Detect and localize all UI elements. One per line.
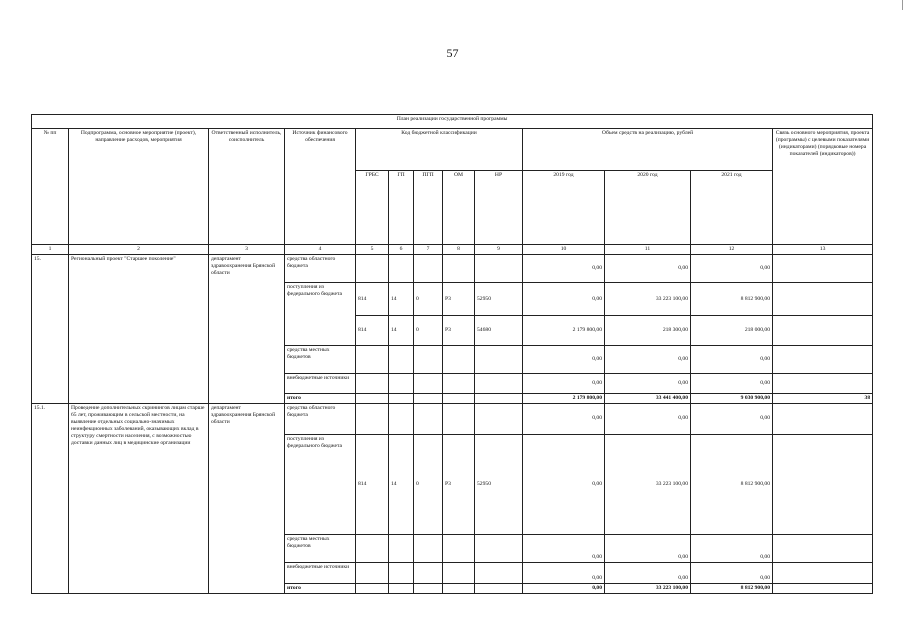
page-number: 57: [446, 46, 459, 60]
cell-gp: [389, 403, 414, 434]
cell-np: [475, 562, 523, 583]
col-number: 13: [773, 245, 873, 255]
col-number: 6: [389, 245, 414, 255]
cell-om: [443, 374, 475, 394]
cell-2021: 0,00: [691, 535, 773, 563]
cell-np: [475, 374, 523, 394]
program-plan-table: [31, 114, 873, 594]
cell-gp: [389, 374, 414, 394]
cell-om: [443, 393, 475, 403]
cell-2021: 9 030 900,00: [691, 393, 773, 403]
header-om: ОМ: [443, 170, 475, 244]
cell-2019: 0,00: [523, 346, 605, 374]
cell-om: [443, 583, 475, 593]
cell-2021: 0,00: [691, 255, 773, 283]
cell-2019: 0,00: [523, 583, 605, 593]
header-volumes: Объем средств на реализацию, рублей: [523, 129, 773, 170]
cell-link: [773, 434, 873, 534]
cell-np: 52950: [475, 434, 523, 534]
cell-2019: 0,00: [523, 374, 605, 394]
col-number: 12: [691, 245, 773, 255]
cell-link: [773, 583, 873, 593]
cell-2020: 33 223 100,00: [605, 434, 691, 534]
header-source: Источник финансового обеспечения: [285, 129, 356, 245]
cell-2021: 0,00: [691, 562, 773, 583]
cell-link: [773, 374, 873, 394]
row-executor: департамент здравоохранения Брянской области: [209, 255, 285, 404]
cell-gp: [389, 535, 414, 563]
header-np: НР: [475, 170, 523, 244]
cell-2021: 8 812 900,00: [691, 434, 773, 534]
header-executor: Ответственный исполнитель, соисполнитель: [209, 129, 285, 245]
row-source: средства областного бюджета: [285, 255, 356, 283]
cell-2021: 8 812 900,00: [691, 583, 773, 593]
header-budget-code: Код бюджетной классификации: [356, 129, 523, 170]
cell-grbs: [356, 583, 389, 593]
cell-om: [443, 403, 475, 434]
cell-gp: 14: [389, 434, 414, 534]
cell-pgp: 0: [414, 283, 443, 316]
col-number: 9: [475, 245, 523, 255]
cell-pgp: [414, 403, 443, 434]
cell-pgp: [414, 393, 443, 403]
cell-link: [773, 403, 873, 434]
cell-pgp: [414, 346, 443, 374]
cell-om: [443, 535, 475, 563]
cell-2020: 0,00: [605, 403, 691, 434]
row-num: 15.1.: [32, 403, 69, 593]
row-source: внебюджетные источники: [285, 374, 356, 394]
cell-np: 52950: [475, 283, 523, 316]
row-executor: департамент здравоохранения Брянской области: [209, 403, 285, 593]
cell-grbs: [356, 535, 389, 563]
header-subprogram: Подпрограмма, основное мероприятие (проект), направление расходов, мероприятия: [69, 129, 209, 245]
header-grbs: ГРБС: [356, 170, 389, 244]
cell-np: 54680: [475, 316, 523, 346]
cell-grbs: [356, 393, 389, 403]
cell-2021: 218 000,00: [691, 316, 773, 346]
cell-2021: 0,00: [691, 374, 773, 394]
cell-grbs: [356, 562, 389, 583]
cell-gp: [389, 255, 414, 283]
header-link: Связь основного мероприятия, проекта (программы) с целевыми показателями (индикаторами) (порядковые номера показателей (индикаторов)): [773, 129, 873, 245]
table-row: [32, 403, 873, 434]
cell-gp: 14: [389, 316, 414, 346]
header-2021: 2021 год: [691, 170, 773, 244]
row-source: внебюджетные источники: [285, 562, 356, 583]
header-2019: 2019 год: [523, 170, 605, 244]
cell-2019: 0,00: [523, 562, 605, 583]
cell-grbs: [356, 346, 389, 374]
cell-2019: 2 179 800,00: [523, 316, 605, 346]
cell-pgp: [414, 374, 443, 394]
cell-pgp: 0: [414, 316, 443, 346]
cell-link: [773, 255, 873, 283]
cell-grbs: [356, 255, 389, 283]
cell-pgp: [414, 535, 443, 563]
corner-mark: [902, 0, 903, 10]
cell-2020: 33 223 100,00: [605, 283, 691, 316]
row-source: итого: [285, 393, 356, 403]
cell-np: [475, 403, 523, 434]
cell-pgp: [414, 562, 443, 583]
col-number: 3: [209, 245, 285, 255]
cell-2019: 0,00: [523, 283, 605, 316]
cell-grbs: 814: [356, 434, 389, 534]
cell-link: [773, 535, 873, 563]
cell-om: P3: [443, 283, 475, 316]
cell-2019: 2 179 800,00: [523, 393, 605, 403]
cell-2020: 0,00: [605, 346, 691, 374]
row-source: поступления из федерального бюджета: [285, 434, 356, 534]
cell-np: [475, 535, 523, 563]
col-number: 1: [32, 245, 69, 255]
row-name: Региональный проект "Старшее поколение": [69, 255, 209, 404]
cell-link: [773, 346, 873, 374]
header-gp: ГП: [389, 170, 414, 244]
cell-2020: 33 223 100,00: [605, 583, 691, 593]
table-row: [32, 255, 873, 283]
cell-link: 38: [773, 393, 873, 403]
cell-link: [773, 562, 873, 583]
cell-grbs: 814: [356, 316, 389, 346]
cell-2021: 8 812 900,00: [691, 283, 773, 316]
cell-grbs: 814: [356, 283, 389, 316]
cell-2020: 33 441 400,00: [605, 393, 691, 403]
row-num: 15.: [32, 255, 69, 404]
cell-2020: 0,00: [605, 535, 691, 563]
cell-om: [443, 255, 475, 283]
row-source: средства местных бюджетов: [285, 346, 356, 374]
row-name: Проведение дополнительных скринингов лицам старше 65 лет, проживающим в сельской местности, на выявление отдельных социально-значимых неинфекционных заболеваний, оказывающих вклад в структуру смертности населения, с возможностью доставки данных лиц в медицинские организации: [69, 403, 209, 593]
cell-2020: 0,00: [605, 562, 691, 583]
col-number: 5: [356, 245, 389, 255]
col-number: 7: [414, 245, 443, 255]
table-title: План реализации государственной программы: [32, 115, 873, 129]
cell-2019: 0,00: [523, 255, 605, 283]
cell-gp: 14: [389, 283, 414, 316]
row-source: итого: [285, 583, 356, 593]
cell-2020: 0,00: [605, 374, 691, 394]
cell-2021: 0,00: [691, 346, 773, 374]
cell-gp: [389, 562, 414, 583]
cell-om: [443, 346, 475, 374]
cell-grbs: [356, 374, 389, 394]
col-number: 8: [443, 245, 475, 255]
header-pgp: ПГП: [414, 170, 443, 244]
cell-pgp: [414, 583, 443, 593]
cell-2020: 218 300,00: [605, 316, 691, 346]
cell-om: [443, 562, 475, 583]
cell-2019: 0,00: [523, 403, 605, 434]
cell-2019: 0,00: [523, 535, 605, 563]
cell-gp: [389, 393, 414, 403]
column-numbers-row: [32, 245, 873, 255]
cell-om: P3: [443, 434, 475, 534]
col-number: 2: [69, 245, 209, 255]
cell-2020: 0,00: [605, 255, 691, 283]
cell-pgp: [414, 255, 443, 283]
cell-link: [773, 316, 873, 346]
cell-np: [475, 583, 523, 593]
col-number: 4: [285, 245, 356, 255]
cell-np: [475, 346, 523, 374]
header-2020: 2020 год: [605, 170, 691, 244]
col-number: 11: [605, 245, 691, 255]
cell-link: [773, 283, 873, 316]
row-source: поступления из федерального бюджета: [285, 283, 356, 346]
cell-np: [475, 393, 523, 403]
cell-2021: 0,00: [691, 403, 773, 434]
cell-gp: [389, 346, 414, 374]
cell-pgp: 0: [414, 434, 443, 534]
col-number: 10: [523, 245, 605, 255]
cell-gp: [389, 583, 414, 593]
cell-np: [475, 255, 523, 283]
row-source: средства местных бюджетов: [285, 535, 356, 563]
cell-grbs: [356, 403, 389, 434]
cell-om: P3: [443, 316, 475, 346]
header-num: № пп: [32, 129, 69, 245]
cell-2019: 0,00: [523, 434, 605, 534]
row-source: средства областного бюджета: [285, 403, 356, 434]
